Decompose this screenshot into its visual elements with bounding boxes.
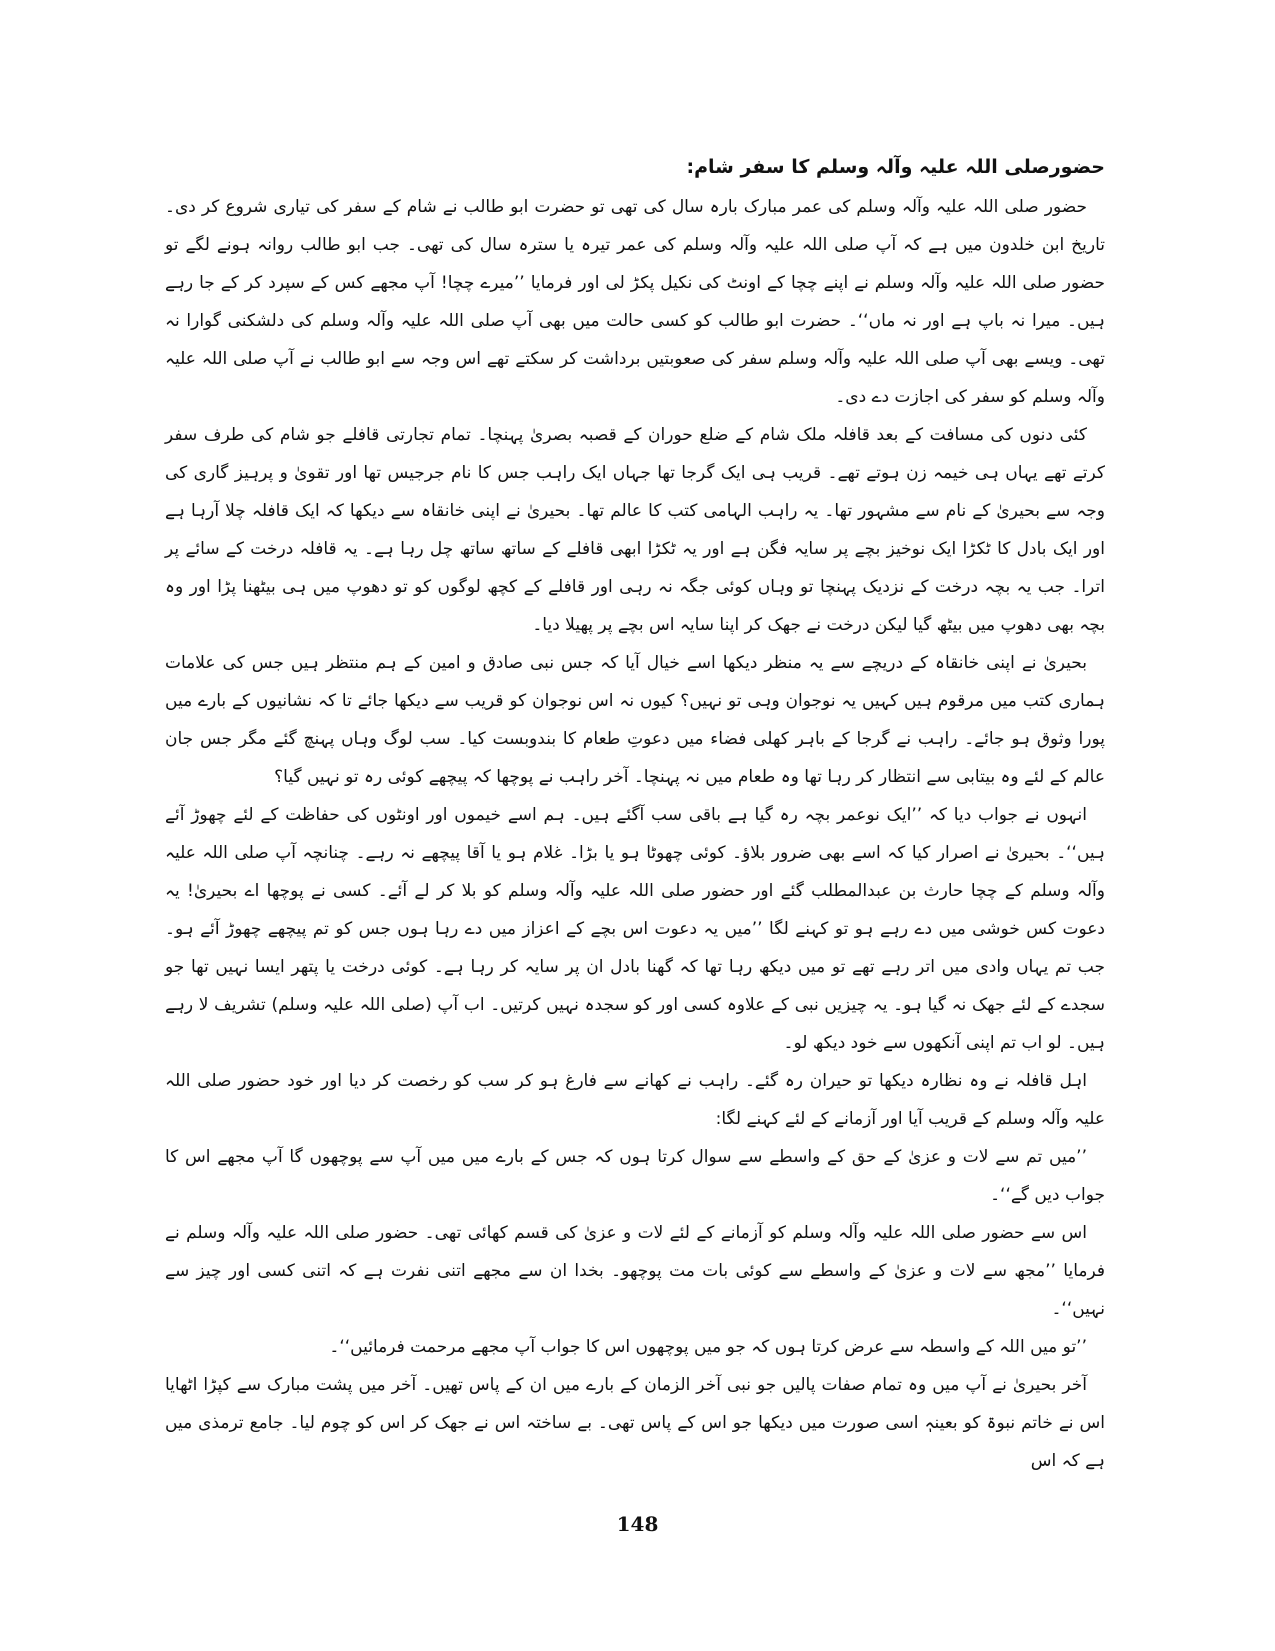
paragraph-1: حضور صلی اللہ علیہ وآلہ وسلم کی عمر مبارک بارہ سال کی تھی تو حضرت ابو طالب نے شام کے سفر کی تیاری شروع کر دی۔ تاریخ ابن خلدون میں ہے کہ آپ صلی اللہ علیہ وآلہ وسلم کی عمر تیرہ یا سترہ سال کی تھی۔ جب ابو طالب روانہ ہونے لگے تو حضور صلی اللہ علیہ وآلہ وسلم نے اپنے چچا کے اونٹ کی نکیل پکڑ لی اور فرمایا ’’میرے چچا! آپ مجھے کس کے سپرد کر کے جا رہے ہیں۔ میرا نہ باپ ہے اور نہ ماں‘‘۔ حضرت ابو طالب کو کسی حالت میں بھی آپ صلی اللہ علیہ وآلہ وسلم کی دلشکنی گوارا نہ تھی۔ ویسے بھی آپ صلی اللہ علیہ وآلہ وسلم سفر کی صعوبتیں برداشت کر سکتے تھے اس وجہ سے ابو طالب نے آپ صلی اللہ علیہ وآلہ وسلم کو سفر کی اجازت دے دی۔ <box>165 197 1105 407</box>
paragraph-7: اس سے حضور صلی اللہ علیہ وآلہ وسلم کو آزمانے کے لئے لات و عزیٰ کی قسم کھائی تھی۔ حضور صلی اللہ علیہ وآلہ وسلم نے فرمایا ’’مجھ سے لات و عزیٰ کے واسطے سے کوئی بات مت پوچھو۔ بخدا ان سے مجھے اتنی نفرت ہے کہ اتنی کسی اور چیز سے نہیں‘‘۔ <box>165 1223 1106 1319</box>
section-heading: حضورصلی اللہ علیہ وآلہ وسلم کا سفر شام: <box>686 156 1105 178</box>
paragraph-5: اہل قافلہ نے وہ نظارہ دیکھا تو حیران رہ گئے۔ راہب نے کھانے سے فارغ ہو کر سب کو رخصت کر دیا اور خود حضور صلی اللہ علیہ وآلہ وسلم کے قریب آیا اور آزمانے کے لئے کہنے لگا: <box>165 1071 1105 1129</box>
paragraph-6-quote: ’’میں تم سے لات و عزیٰ کے حق کے واسطے سے سوال کرتا ہوں کہ جس کے بارے میں میں آپ سے پوچھوں گا آپ مجھے اس کا جواب دیں گے‘‘۔ <box>165 1147 1105 1205</box>
page-number: 148 <box>616 1512 659 1536</box>
paragraph-4: انہوں نے جواب دیا کہ ’’ایک نوعمر بچہ رہ گیا ہے باقی سب آگئے ہیں۔ ہم اسے خیموں اور اونٹوں کی حفاظت کے لئے چھوڑ آئے ہیں‘‘۔ بحیریٰ نے اصرار کیا کہ اسے بھی ضرور بلاؤ۔ کوئی چھوٹا ہو یا بڑا۔ غلام ہو یا آقا پیچھے نہ رہے۔ چنانچہ آپ صلی اللہ علیہ وآلہ وسلم کے چچا حارث بن عبدالمطلب گئے اور حضور صلی اللہ علیہ وآلہ وسلم کو بلا کر لے آئے۔ کسی نے پوچھا اے بحیریٰ! یہ دعوت کس خوشی میں دے رہے ہو تو کہنے لگا ’’میں یہ دعوت اس بچے کے اعزاز میں دے رہا ہوں جس کو تم پیچھے چھوڑ آئے ہو۔ جب تم یہاں وادی میں اتر رہے تھے تو میں دیکھ رہا تھا کہ گھنا بادل ان پر سایہ کر رہا ہے۔ کوئی درخت یا پتھر ایسا نہیں تھا جو سجدے کے لئے جھک نہ گیا ہو۔ یہ چیزیں نبی کے علاوہ کسی اور کو سجدہ نہیں کرتیں۔ اب آپ (صلی اللہ علیہ وسلم) تشریف لا رہے ہیں۔ لو اب تم اپنی آنکھوں سے خود دیکھ لو۔ <box>165 805 1105 1053</box>
paragraph-2: کئی دنوں کی مسافت کے بعد قافلہ ملک شام کے ضلع حوران کے قصبہ بصریٰ پہنچا۔ تمام تجارتی قافلے جو شام کی طرف سفر کرتے تھے یہاں ہی خیمہ زن ہوتے تھے۔ قریب ہی ایک گرجا تھا جہاں ایک راہب جس کا نام جرجیس تھا اور تقویٰ و پرہیز گاری کی وجہ سے بحیریٰ کے نام سے مشہور تھا۔ یہ راہب الہامی کتب کا عالم تھا۔ بحیریٰ نے اپنی خانقاہ سے دیکھا کہ ایک قافلہ چلا آرہا ہے اور ایک بادل کا ٹکڑا ایک نوخیز بچے پر سایہ فگن ہے اور یہ ٹکڑا ابھی قافلے کے ساتھ ساتھ چل رہا ہے۔ یہ قافلہ درخت کے سائے پر اترا۔ جب یہ بچہ درخت کے نزدیک پہنچا تو وہاں کوئی جگہ نہ رہی اور قافلے کے کچھ لوگوں کو تو دھوپ میں ہی بیٹھنا پڑا اور وہ بچہ بھی دھوپ میں بیٹھ گیا لیکن درخت نے جھک کر اپنا سایہ اس بچے پر پھیلا دیا۔ <box>165 425 1105 635</box>
page-body <box>165 148 1105 1480</box>
paragraph-8-quote: ’’تو میں اللہ کے واسطہ سے عرض کرتا ہوں کہ جو میں پوچھوں اس کا جواب آپ مجھے مرحمت فرمائیں‘‘۔ <box>329 1337 1087 1357</box>
paragraph-9: آخر بحیریٰ نے آپ میں وہ تمام صفات پالیں جو نبی آخر الزمان کے بارے میں ان کے پاس تھیں۔ آخر میں پشت مبارک سے کپڑا اٹھایا اس نے خاتم نبوۃ کو بعینہٖ اسی صورت میں دیکھا جو اس کے پاس تھی۔ بے ساختہ اس نے جھک کر اس کو چوم لیا۔ جامع ترمذی میں ہے کہ اس <box>165 1375 1105 1471</box>
paragraph-3: بحیریٰ نے اپنی خانقاہ کے دریچے سے یہ منظر دیکھا اسے خیال آیا کہ جس نبی صادق و امین کے ہم منتظر ہیں جس کی علامات ہماری کتب میں مرقوم ہیں کہیں یہ نوجوان وہی تو نہیں؟ کیوں نہ اس نوجوان کو قریب سے دیکھا جائے تا کہ نشانیوں کے بارے میں پورا وثوق ہو جائے۔ راہب نے گرجا کے باہر کھلی فضاء میں دعوتِ طعام کا بندوبست کیا۔ سب لوگ وہاں پہنچ گئے مگر جس جان عالم کے لئے وہ بیتابی سے انتظار کر رہا تھا وہ طعام میں نہ پہنچا۔ آخر راہب نے پوچھا کہ پیچھے کوئی رہ تو نہیں گیا؟ <box>165 653 1105 787</box>
